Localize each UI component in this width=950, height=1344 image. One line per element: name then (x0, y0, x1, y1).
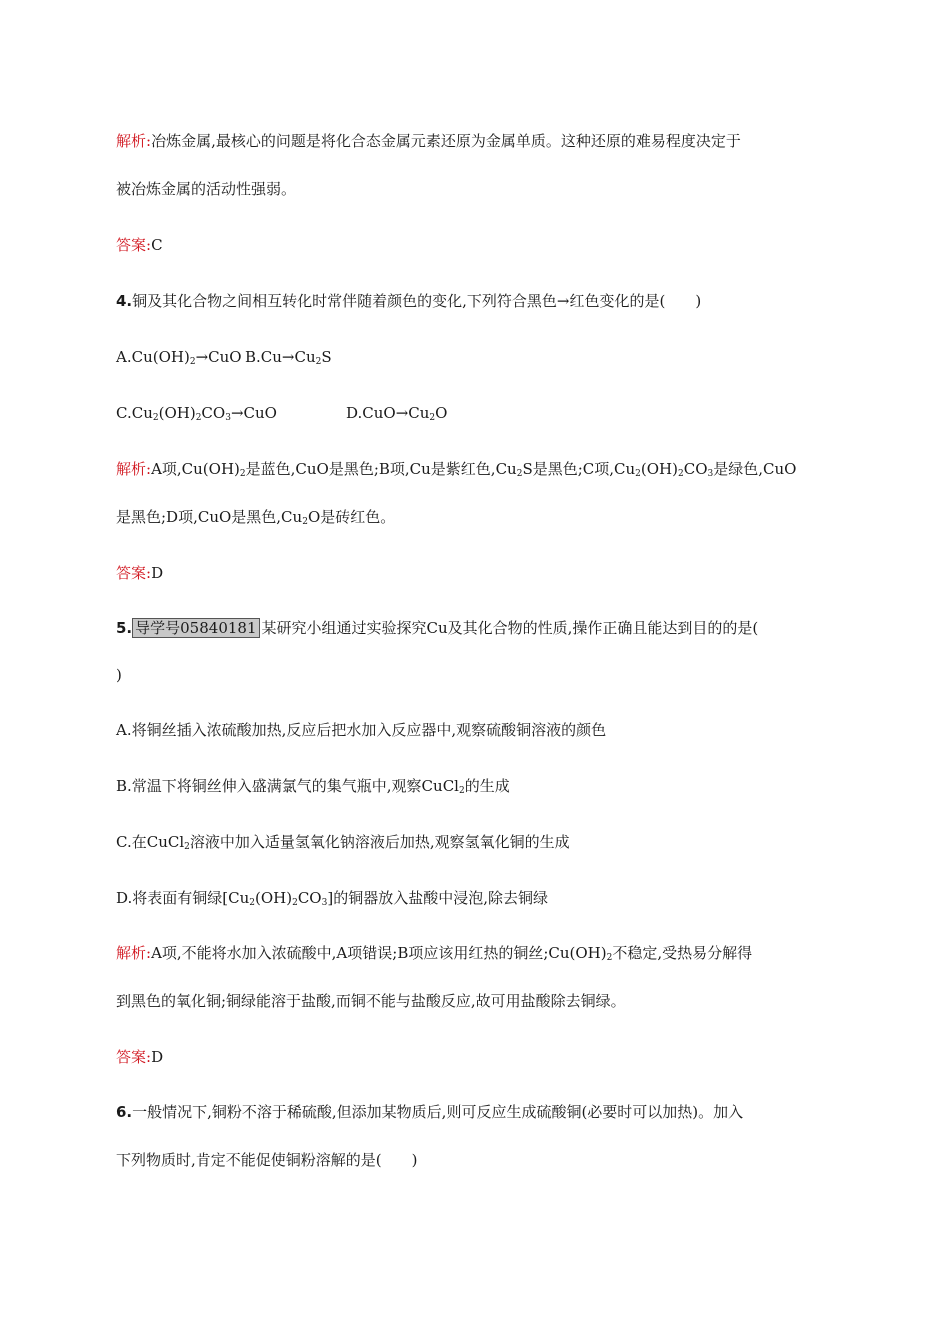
q5-analysis-line-2: 到黑色的氧化铜;铜绿能溶于盐酸,而铜不能与盐酸反应,故可用盐酸除去铜绿。 (116, 992, 626, 1010)
q6-stem-line-2: 下列物质时,肯定不能促使铜粉溶解的是( ) (116, 1151, 418, 1169)
q4-option-b (245, 346, 332, 368)
q4-analysis-line-1 (116, 458, 796, 480)
answer-label: 答案: (116, 564, 152, 582)
subscript: 2 (606, 953, 613, 963)
q4-option-c-text: (OH) (158, 404, 196, 422)
q4-option-c-text: C.Cu (116, 404, 153, 422)
q5-option-b-text: 的生成 (464, 777, 510, 795)
q5-option-a: A.将铜丝插入浓硫酸加热,反应后把水加入反应器中,观察硫酸铜溶液的颜色 (116, 721, 607, 739)
q5-option-c-text: C.在CuCl (116, 833, 185, 851)
q3-analysis-line-1 (116, 130, 741, 152)
q6-stem-line-1 (116, 1101, 743, 1123)
q4-analysis-text: 是蓝色,CuO是黑色;B项,Cu是紫红色,Cu (245, 460, 517, 478)
q4-option-c (116, 402, 277, 424)
subscript: 2 (302, 517, 308, 527)
analysis-label: 解析: (116, 944, 152, 962)
subscript: 2 (292, 898, 298, 908)
q5-stem-line-1 (116, 617, 758, 639)
q4-number: 4. (116, 292, 133, 310)
q4-answer (116, 562, 163, 584)
q4-option-d (346, 402, 447, 424)
q5-option-b (116, 775, 510, 797)
q4-analysis-text: (OH) (640, 460, 678, 478)
subscript: 3 (707, 469, 714, 479)
subscript: 2 (635, 469, 641, 479)
q4-analysis-text: CO (683, 460, 708, 478)
q4-analysis-text: 是黑色;D项,CuO是黑色,Cu (116, 508, 303, 526)
q4-option-b-text: B.Cu→Cu (245, 348, 316, 366)
q5-option-d (116, 887, 548, 909)
q4-analysis-line-2 (116, 506, 395, 528)
q4-analysis-text: S是黑色;C项,Cu (522, 460, 636, 478)
q4-option-c-text: →CuO (230, 404, 277, 422)
subscript: 2 (458, 786, 465, 796)
q5-answer-value: D (151, 1048, 164, 1066)
q3-analysis-text-1: 冶炼金属,最核心的问题是将化合态金属元素还原为金属单质。这种还原的难易程度决定于 (151, 132, 741, 150)
q4-analysis-text: O是砖红色。 (307, 508, 396, 526)
q5-option-d-text: CO (297, 889, 322, 907)
q5-analysis-text: 不稳定,受热易分解得 (612, 944, 753, 962)
subscript: 2 (315, 357, 322, 367)
subscript: 2 (184, 842, 190, 852)
subscript: 3 (321, 898, 328, 908)
subscript: 2 (152, 413, 159, 423)
q5-analysis-text: A项,不能将水加入浓硫酸中,A项错误;B项应该用红热的铜丝;Cu(OH) (151, 944, 607, 962)
q4-option-a-text: A.Cu(OH) (116, 348, 190, 366)
q4-stem-text: 铜及其化合物之间相互转化时常伴随着颜色的变化,下列符合黑色→红色变化的是( ) (132, 292, 702, 310)
subscript: 2 (516, 469, 523, 479)
subscript: 2 (239, 469, 246, 479)
subscript: 2 (189, 357, 196, 367)
subscript: 2 (195, 413, 202, 423)
q4-analysis-text: A项,Cu(OH) (151, 460, 240, 478)
q4-stem (116, 290, 701, 312)
q5-analysis-line-1 (116, 942, 752, 964)
q5-stem-line-2: ) (116, 666, 122, 684)
q4-option-d-text: D.CuO→Cu (346, 404, 430, 422)
q4-answer-value: D (151, 564, 164, 582)
q4-option-d-text: O (435, 404, 448, 422)
q6-stem-text: 一般情况下,铜粉不溶于稀硫酸,但添加某物质后,则可反应生成硫酸铜(必要时可以加热)。加入 (132, 1103, 744, 1121)
subscript: 2 (249, 898, 255, 908)
q4-analysis-text: 是绿色,CuO (713, 460, 797, 478)
q5-option-d-text: (OH) (255, 889, 293, 907)
subscript: 3 (225, 413, 231, 423)
q5-option-b-text: B.常温下将铜丝伸入盛满氯气的集气瓶中,观察CuCl (116, 777, 459, 795)
q5-option-d-text: ]的铜器放入盐酸中浸泡,除去铜绿 (327, 889, 548, 907)
q5-answer (116, 1046, 163, 1068)
q5-stem-text: 某研究小组通过实验探究Cu及其化合物的性质,操作正确且能达到目的的是( (261, 619, 759, 637)
q5-option-c-text: 溶液中加入适量氢氧化钠溶液后加热,观察氢氧化铜的生成 (189, 833, 570, 851)
answer-label: 答案: (116, 1048, 152, 1066)
q3-answer (116, 234, 163, 256)
q5-number: 5. (116, 619, 133, 637)
q4-option-b-text: S (321, 348, 332, 366)
q4-option-c-text: CO (201, 404, 226, 422)
q6-number: 6. (116, 1103, 133, 1121)
q4-option-a-text: →CuO (195, 348, 242, 366)
q4-option-a (116, 346, 242, 368)
subscript: 2 (429, 413, 436, 423)
analysis-label: 解析: (116, 132, 152, 150)
guide-number-link[interactable]: 导学号05840181 (132, 618, 259, 638)
analysis-label: 解析: (116, 460, 152, 478)
q3-answer-value: C (151, 236, 163, 254)
subscript: 2 (678, 469, 684, 479)
q5-option-d-text: D.将表面有铜绿[Cu (116, 889, 250, 907)
q5-option-c (116, 831, 570, 853)
answer-label: 答案: (116, 236, 152, 254)
q3-analysis-line-2: 被冶炼金属的活动性强弱。 (116, 180, 297, 198)
